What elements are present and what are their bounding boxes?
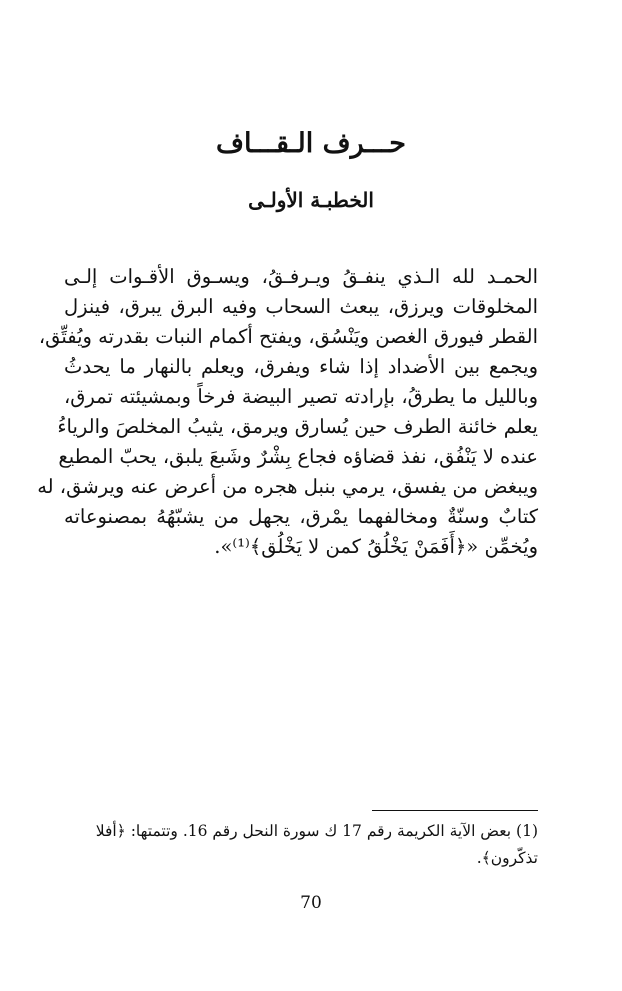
sermon-title: الخطبـة الأولـى	[248, 188, 374, 212]
body-line: كتابٌ وسنّةٌ ومخالفهما يمْرق، يجهل من يشبّهُهُ بمصنوعاته	[64, 505, 538, 528]
footnote-line: تذكّرون﴾.	[476, 849, 538, 867]
body-line: وبالليل ما يطرقُ، بإرادته تصير البيضة فرخاً وبمشيئته تمرق،	[64, 385, 538, 408]
chapter-title: حـــرف الـقـــاف	[216, 128, 406, 159]
body-line: ويبغض من يفسق، يرمي بنبل هجره من أعرض عنه ويرشق، له	[37, 475, 538, 498]
body-line: ويجمع بين الأضداد إذا شاء ويفرق، ويعلم بالنهار ما يحدثُ	[64, 355, 538, 378]
body-line: يعلم خائنة الطرف حين يُسارق ويرمق، يثيبُ المخلصَ والرياءُ	[57, 415, 538, 438]
body-line: الحمـد لله الـذي ينفـقُ ويـرفـقُ، ويسـوق الأقـوات إلـى	[64, 265, 538, 288]
body-paragraph	[37, 262, 538, 562]
footnote-line: (1) بعض الآية الكريمة رقم 17 ك سورة النحل رقم 16. وتتمتها: ﴿أفلا	[95, 822, 538, 840]
body-line: القطر فيورق الغصن ويَنْسُق، ويفتح أكمام النبات بقدرته ويُفتِّق،	[38, 325, 538, 348]
footnote	[64, 818, 538, 872]
footnote-divider	[372, 810, 538, 811]
body-line: ويُخمِّن «﴿أَفَمَنْ يَخْلُقُ كمن لا يَخْلُق﴾⁽¹⁾».	[214, 535, 538, 558]
body-line: المخلوقات ويرزق، يبعث السحاب وفيه البرق يبرق، فينزل	[64, 295, 538, 318]
page-number: 70	[300, 893, 322, 913]
body-line: عنده لا يَنْفُق، نفذ قضاؤه فجاع بِشْرٌ وشَبعَ يلبق، يحبّ المطيع	[58, 445, 538, 468]
